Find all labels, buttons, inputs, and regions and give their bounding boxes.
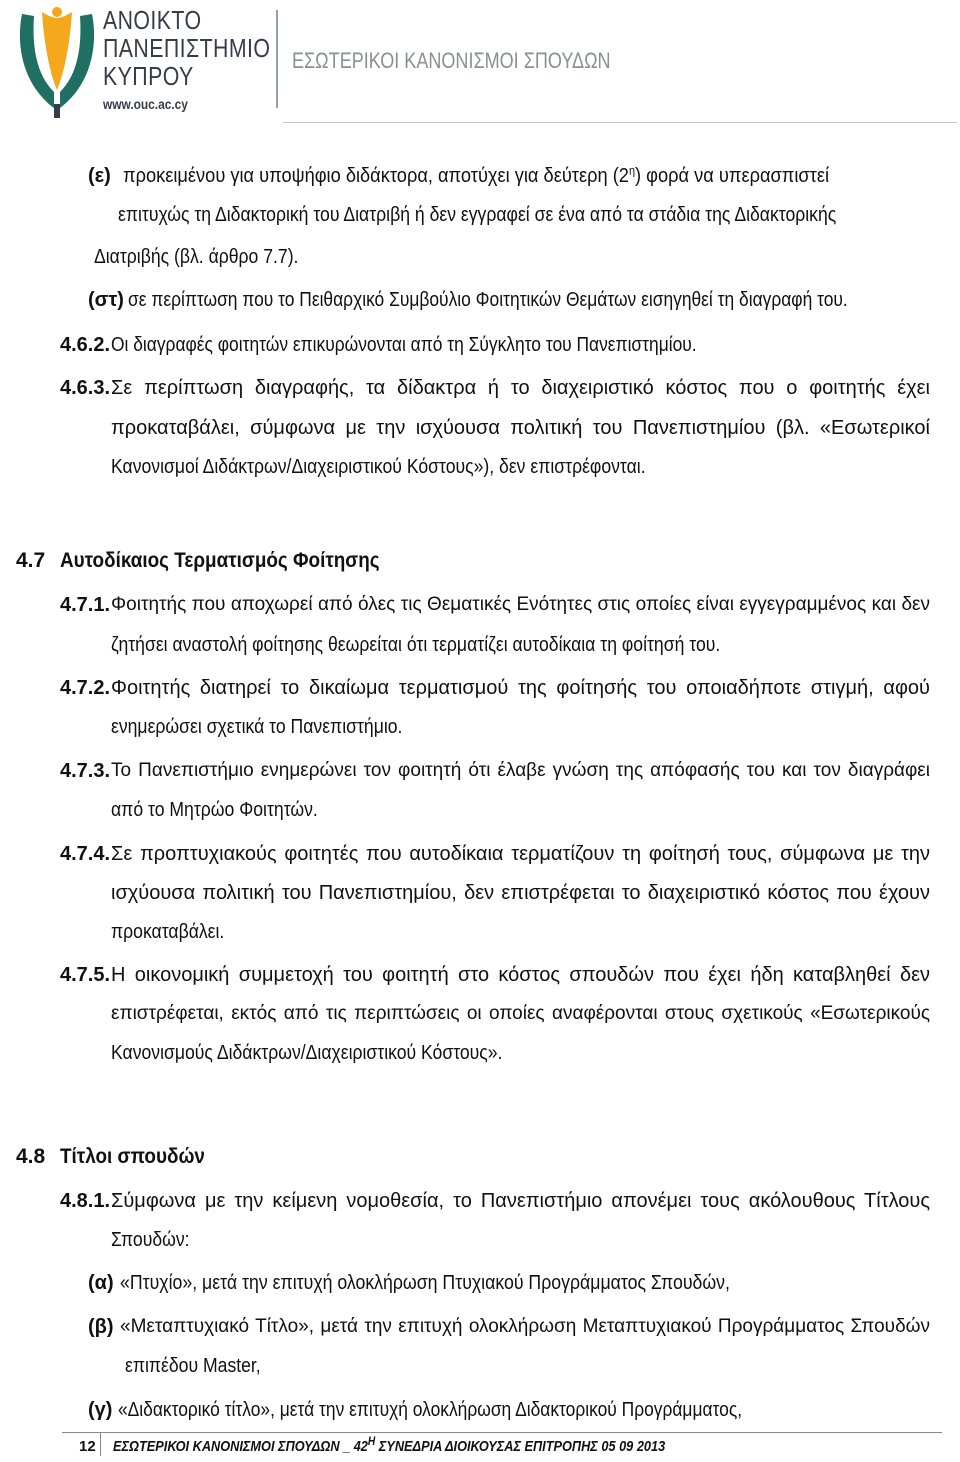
university-logo-icon bbox=[14, 4, 100, 120]
item-b-line1: «Μεταπτυχιακό Τίτλο», μετά την επιτυχή ολοκλήρωση Μεταπτυχιακού Προγράμματος Σπουδών bbox=[120, 1316, 930, 1337]
item-e-line1a: προκειμένου για υποψήφιο διδάκτορα, αποτύχει για δεύτερη (2 bbox=[123, 165, 629, 187]
logo-line-3: ΚΥΠΡΟΥ bbox=[103, 61, 194, 91]
header-divider bbox=[276, 10, 278, 108]
clause-text-4-8-1-line2: Σπουδών: bbox=[111, 1229, 190, 1251]
clause-text-4-7-3-line1: Το Πανεπιστήμιο ενημερώνει τον φοιτητή ότι έλαβε γνώση της απόφασής του και τον διαγράφει bbox=[111, 760, 930, 781]
footer-divider bbox=[100, 1433, 101, 1456]
clause-text-4-7-5-line2: επιστρέφεται, εκτός από τις περιπτώσεις οι οποίες αναφέρονται στους σχετικούς «Εσωτερικούς bbox=[111, 1003, 930, 1024]
item-label-b: (β) bbox=[88, 1316, 114, 1338]
clause-number-4-7-5: 4.7.5. bbox=[60, 964, 111, 986]
logo-line-2: ΠΑΝΕΠΙΣΤΗΜΙΟ bbox=[103, 33, 271, 63]
section-number-4-7: 4.7 bbox=[16, 549, 46, 572]
section-number-4-8: 4.8 bbox=[16, 1145, 46, 1168]
clause-number-4-7-1: 4.7.1. bbox=[60, 594, 111, 616]
logo-line-1: ΑΝΟΙΚΤΟ bbox=[103, 5, 202, 35]
clause-text-4-6-2: Οι διαγραφές φοιτητών επικυρώνονται από τη Σύγκλητο του Πανεπιστημίου. bbox=[111, 334, 697, 356]
logo-url: www.ouc.ac.cy bbox=[103, 96, 188, 112]
clause-text-4-7-4-line1: Σε προπτυχιακούς φοιτητές που αυτοδίκαια τερματίζουν τη φοίτησή τους, σύμφωνα με την bbox=[111, 843, 930, 865]
item-e-sup: η bbox=[628, 163, 636, 178]
footer-rule bbox=[62, 1432, 942, 1433]
clause-text-4-6-3-line3: Κανονισμοί Διδάκτρων/Διαχειριστικού Κόστους»), δεν επιστρέφονται. bbox=[111, 456, 646, 478]
clause-text-4-7-3-line2: από το Μητρώο Φοιτητών. bbox=[111, 799, 318, 821]
clause-text-4-7-2-line1: Φοιτητής διατηρεί το δικαίωμα τερματισμού της φοίτησής του οποιαδήποτε στιγμή, αφού bbox=[111, 677, 930, 699]
section-title-4-8: Τίτλοι σπουδών bbox=[60, 1145, 205, 1168]
document-title: ΕΣΩΤΕΡΙΚΟΙ ΚΑΝΟΝΙΣΜΟΙ ΣΠΟΥΔΩΝ bbox=[292, 48, 611, 73]
clause-text-4-7-4-line3: προκαταβάλει. bbox=[111, 921, 225, 943]
clause-text-4-7-1-line1: Φοιτητής που αποχωρεί από όλες τις Θεματικές Ενότητες στις οποίες είναι εγγεγραμμένος και δεν bbox=[111, 594, 930, 615]
item-e-line1b: ) φορά να υπερασπιστεί bbox=[635, 165, 830, 187]
header-rule bbox=[283, 122, 957, 123]
item-label-e: (ε) bbox=[88, 165, 111, 187]
item-g-text: «Διδακτορικό τίτλο», μετά την επιτυχή ολοκλήρωση Διδακτορικού Προγράμματος, bbox=[118, 1399, 743, 1421]
clause-text-4-6-3-line1: Σε περίπτωση διαγραφής, τα δίδακτρα ή το διαχειριστικό κόστος που ο φοιτητής έχει bbox=[111, 377, 930, 399]
clause-number-4-7-4: 4.7.4. bbox=[60, 843, 111, 865]
item-label-g: (γ) bbox=[88, 1399, 113, 1421]
section-title-4-7: Αυτοδίκαιος Τερματισμός Φοίτησης bbox=[60, 549, 380, 572]
clause-text-4-7-4-line2: ισχύουσα πολιτική του Πανεπιστημίου, δεν επιστρέφεται το διαχειριστικό κόστος που έχουν bbox=[111, 882, 930, 904]
item-label-st: (στ) bbox=[88, 289, 124, 311]
clause-text-4-7-2-line2: ενημερώσει σχετικά το Πανεπιστήμιο. bbox=[111, 716, 403, 738]
clause-text-4-7-1-line2: ζητήσει αναστολή φοίτησης θεωρείται ότι τερματίζει αυτοδίκαια τη φοίτησή του. bbox=[111, 634, 721, 656]
footer-text-b: ΣΥΝΕΔΡΙΑ ΔΙΟΙΚΟΥΣΑΣ ΕΠΙΤΡΟΠΗΣ 05 09 2013 bbox=[375, 1438, 666, 1455]
clause-number-4-6-3: 4.6.3. bbox=[60, 377, 111, 399]
item-b-line2: επιπέδου Master, bbox=[125, 1355, 261, 1377]
item-e-line3: Διατριβής (βλ. άρθρο 7.7). bbox=[94, 246, 299, 268]
page-header bbox=[0, 0, 960, 130]
clause-text-4-7-5-line3: Κανονισμούς Διδάκτρων/Διαχειριστικού Κόστους». bbox=[111, 1042, 503, 1064]
item-e-line2: επιτυχώς τη Διδακτορική του Διατριβή ή δεν εγγραφεί σε ένα από τα στάδια της Διδακτορικής bbox=[118, 204, 837, 226]
footer-text-a: ΕΣΩΤΕΡΙΚΟΙ ΚΑΝΟΝΙΣΜΟΙ ΣΠΟΥΔΩΝ _ 42 bbox=[113, 1438, 368, 1455]
page-number: 12 bbox=[79, 1438, 96, 1455]
clause-number-4-7-2: 4.7.2. bbox=[60, 677, 111, 699]
clause-number-4-7-3: 4.7.3. bbox=[60, 760, 111, 782]
clause-text-4-8-1-line1: Σύμφωνα με την κείμενη νομοθεσία, το Πανεπιστήμιο απονέμει τους ακόλουθους Τίτλους bbox=[111, 1190, 930, 1212]
item-e-line1 bbox=[123, 163, 830, 187]
footer-text bbox=[113, 1434, 666, 1455]
item-st-text: σε περίπτωση που το Πειθαρχικό Συμβούλιο Φοιτητικών Θεμάτων εισηγηθεί τη διαγραφή του. bbox=[128, 289, 848, 311]
footer-text-sup: Η bbox=[367, 1434, 376, 1448]
item-a-text: «Πτυχίο», μετά την επιτυχή ολοκλήρωση Πτυχιακού Προγράμματος Σπουδών, bbox=[120, 1272, 730, 1294]
clause-number-4-8-1: 4.8.1. bbox=[60, 1190, 111, 1212]
item-label-a: (α) bbox=[88, 1272, 114, 1294]
clause-text-4-6-3-line2: προκαταβάλει, σύμφωνα με την ισχύουσα πολιτική του Πανεπιστημίου (βλ. «Εσωτερικοί bbox=[111, 417, 930, 439]
clause-number-4-6-2: 4.6.2. bbox=[60, 334, 111, 356]
clause-text-4-7-5-line1: Η οικονομική συμμετοχή του φοιτητή στο κόστος σπουδών που έχει ήδη καταβληθεί δεν bbox=[111, 964, 930, 986]
